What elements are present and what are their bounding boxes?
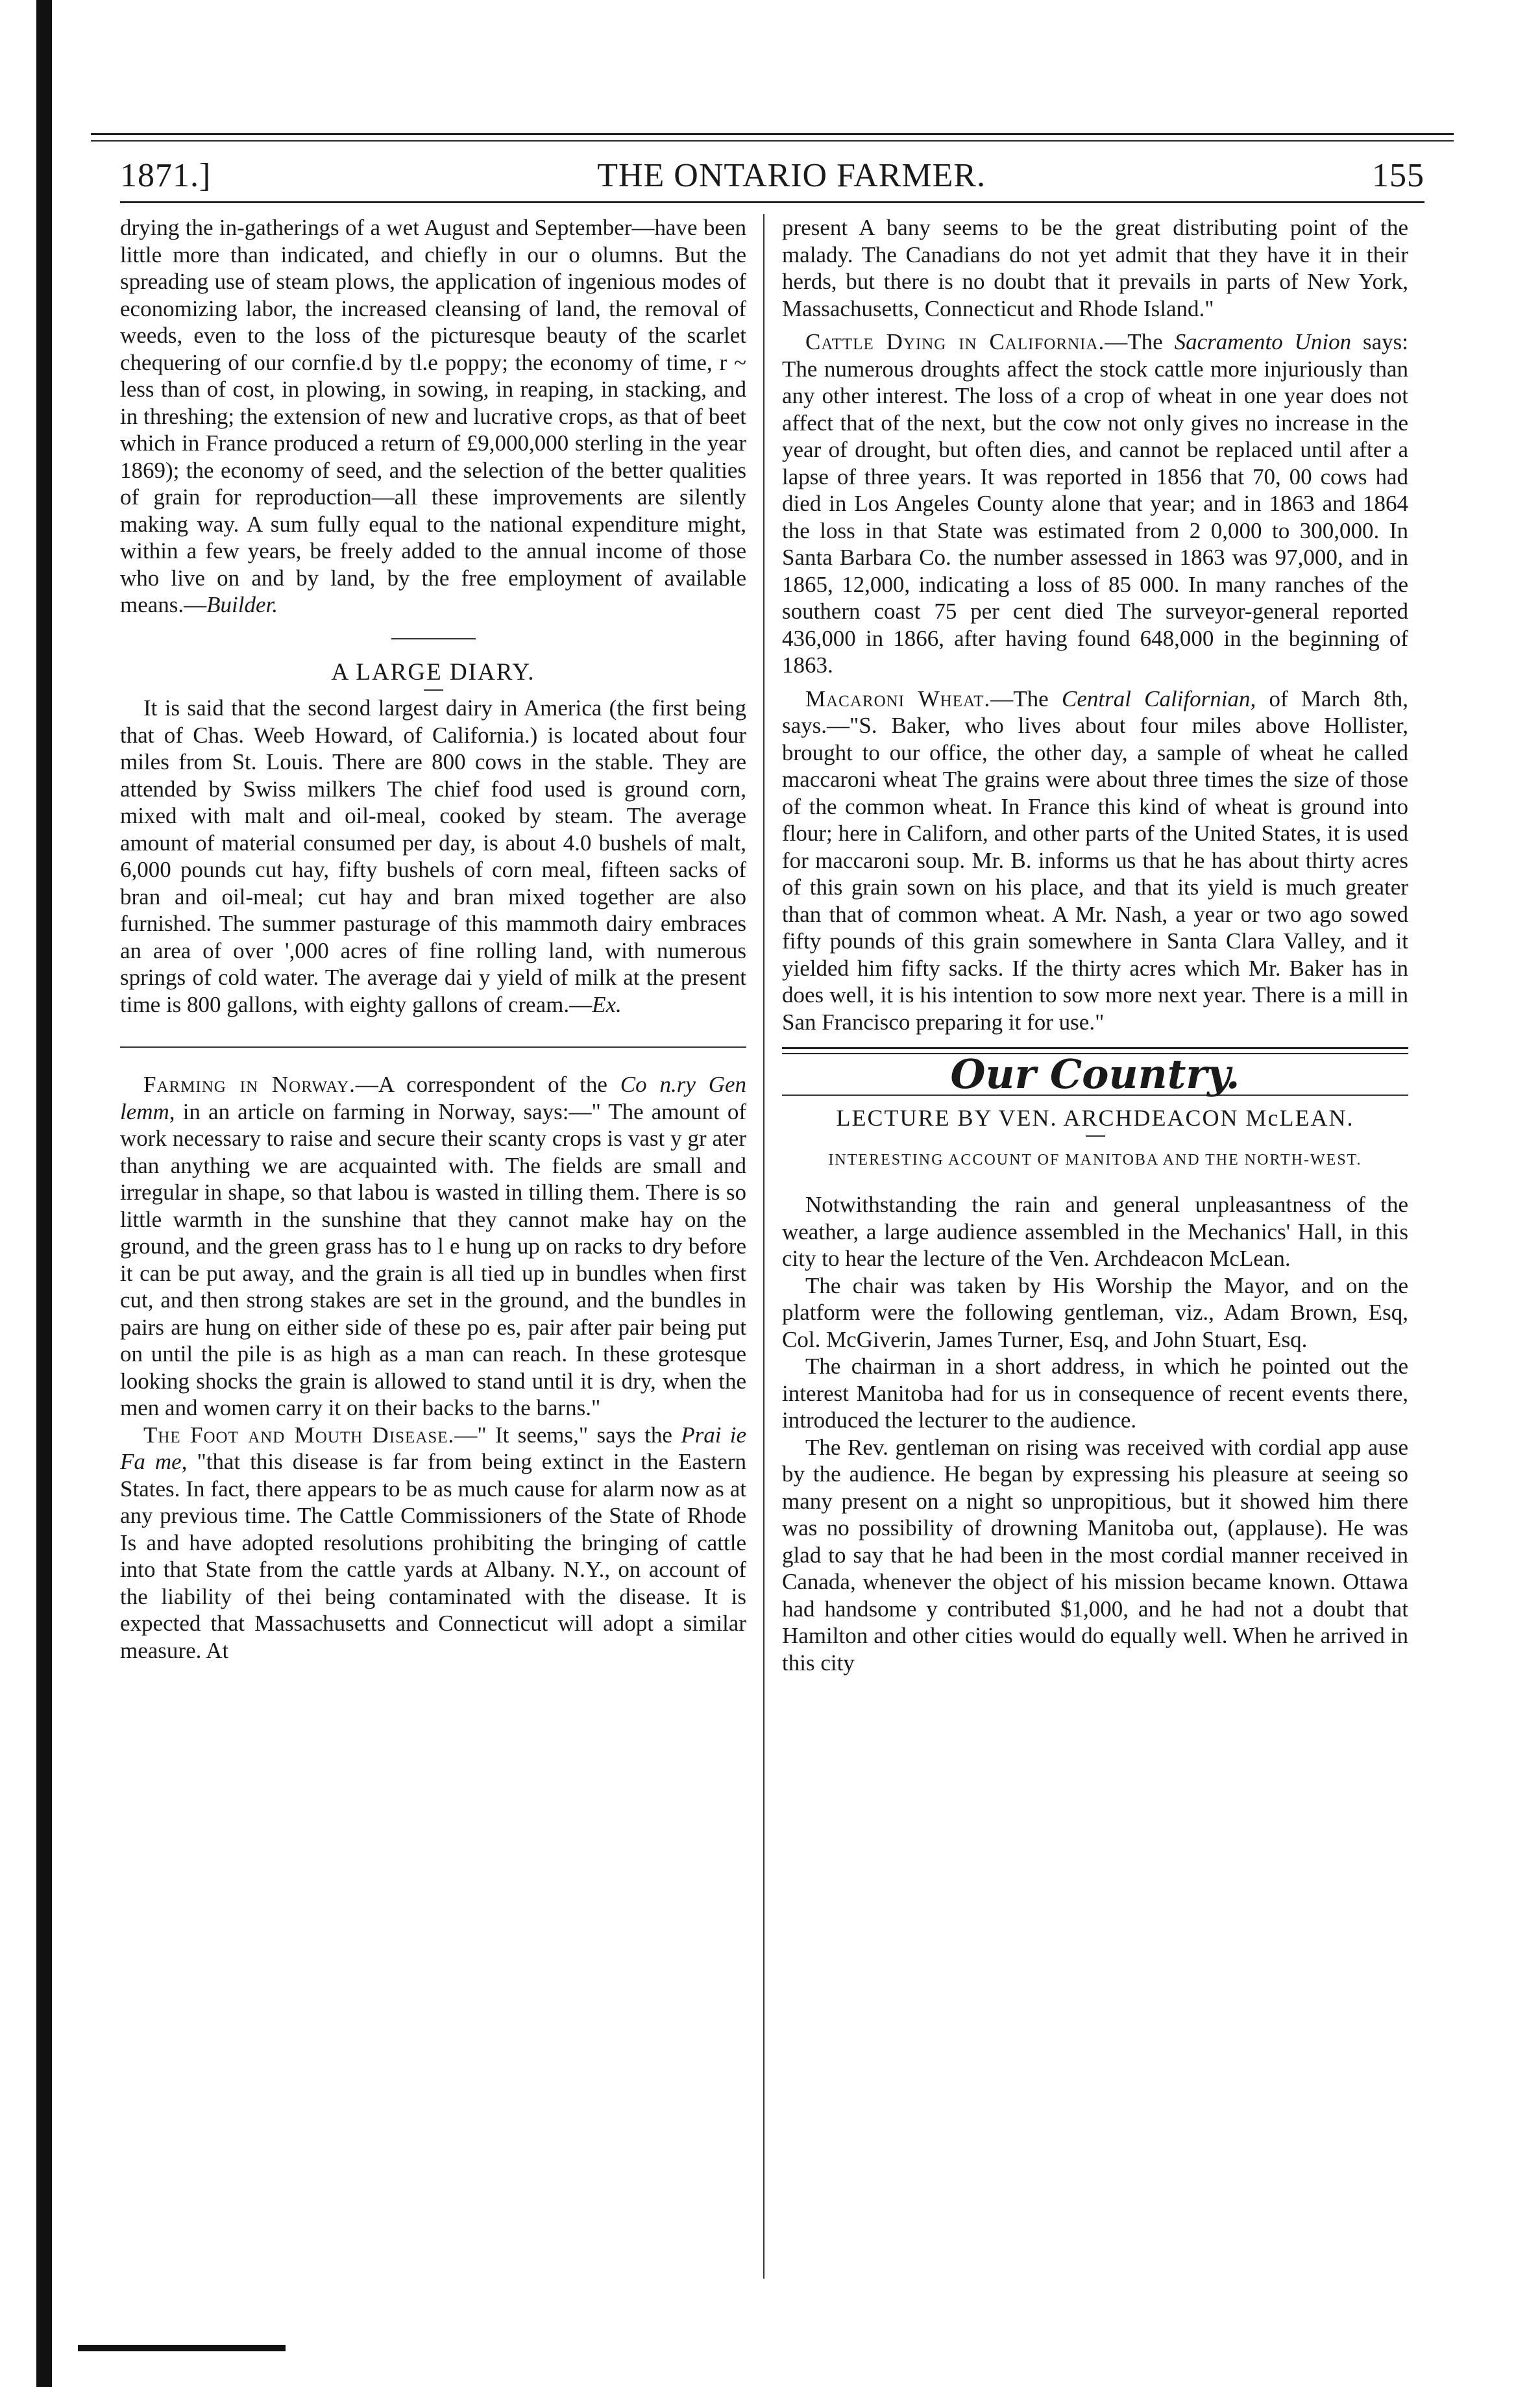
diary-title: A LARGE DIARY. [331, 658, 535, 686]
norway-paper: Co n.ry Gen lemm, [120, 1072, 746, 1124]
section-rule [120, 1046, 746, 1048]
header-page-number: 155 [1371, 156, 1424, 194]
continued-paragraph: present A bany seems to be the great distributing point of the malady. The Canadians do not yet admit that they have it in their herds, but there is no doubt that it prevails in parts of New York, Massachusetts, Connecticut and Rhode Island." [782, 215, 1408, 321]
diary-text: It is said that the second largest dairy in America (the first being that of Chas. Weeb Howard, of California.) is located about four miles from St. Louis. There are 800 cows in the stable. They are attended by Swiss milkers The chief food used is ground corn, mixed with malt and oil-meal, cooked by steam. The average amount of material consumed per day, is about 4.0 bushels of malt, 6,000 pounds cut hay, fifty bushels of corn meal, fifteen sacks of bran and oil-meal; cut hay and bran mixed together are also furnished. The summer pasturage of this mammoth dairy embraces an area of over ',000 acres of fine rolling land, with numerous springs of cold water. The average dai y yield of milk at the present time is 800 gallons, with eighty gallons of cream.— [120, 695, 746, 1017]
norway-heading: Farming in Norway. [143, 1072, 356, 1097]
cattle-text: says: The numerous droughts affect the stock cattle more injuriously than any other interest. The loss of a crop of wheat in one year does not affect that of the next, but the cow not only gives no increase in the year of drought, but often dies, and cannot be replaced until after a lapse of three years. It was reported in 1856 that 70, 00 cows had died in Los Angeles County alone that year; and in 1863 and 1864 the loss in that State was estimated from 2 0,000 to 300,000. In Santa Barbara Co. the number assessed in 1863 was 97,000, and in 1865, 12,000, indicating a loss of 85 000. In many ranches of the southern coast 75 per cent died The surveyor-general reported 436,000 in 1866, after having found 648,000 in the beginning of 1863. [782, 329, 1408, 678]
cattle-paper: Sacramento Union [1174, 329, 1352, 354]
cattle-intro: —The [1105, 329, 1163, 354]
lecture-paragraph-2: The chair was taken by His Worship the Mayor, and on the platform were the following gentleman, viz., Adam Brown, Esq, Col. McGiverin, James Turner, Esq, and John Stuart, Esq. [782, 1272, 1408, 1352]
foot-heading: The Foot and Mouth Disease. [143, 1422, 455, 1448]
foot-paragraph [120, 1422, 746, 1664]
diary-source: Ex. [592, 991, 622, 1017]
lecture-paragraph-4: The Rev. gentleman on rising was received with cordial app ause by the audience. He began by expressing his pleasure at seeing so many present on a night so unpropitious, but it showed him there was no possibility of drowning Manitoba out, (applause). He was glad to say that he had been in the most cordial manner received in Canada, whenever the object of his mission became known. Ottawa had handsome y contributed $1,000, and he had not a doubt that Hamilton and other cities would do equally well. When he arrived in this city [782, 1434, 1408, 1676]
intro-paragraph [120, 214, 746, 619]
lecture-dash [1086, 1135, 1105, 1137]
intro-text: drying the in-gatherings of a wet August and September—have been little more than indicated, and chiefly in our o olumns. But the spreading use of steam plows, the application of ingenious modes of economizing labor, the increased cleansing of land, the removal of weeds, even to the loss of the picturesque beauty of the scarlet chequering of our cornfie.d by tl.e poppy; the economy of time, r ~ less than of cost, in plowing, in sowing, in reaping, in stacking, and in threshing; the extension of new and lucrative crops, as that of beet which in France produced a return of £9,000,000 sterling in the year 1869); the economy of seed, and the selection of the better qualities of grain for reproduction—all these improvements are silently making way. A sum fully equal to the national expenditure might, within a few years, be freely added to the annual income of those who live on and by land, by the free employment of available means.— [120, 215, 746, 617]
header-title: THE ONTARIO FARMER. [597, 156, 986, 194]
lecture-subtitle: INTERESTING ACCOUNT OF MANITOBA AND THE NORTH-WEST. [828, 1152, 1362, 1169]
title-dash [424, 689, 443, 691]
cattle-heading: Cattle Dying in California. [805, 329, 1105, 354]
norway-paragraph [120, 1071, 746, 1422]
norway-intro: —A correspondent of the [355, 1072, 607, 1097]
diary-paragraph [120, 695, 746, 1018]
foot-intro: —" It seems," says the [454, 1422, 672, 1448]
wheat-text: of March 8th, says.—"S. Baker, who lives about four miles above Hollister, brought to our office, the other day, a sample of wheat he called maccaroni wheat The grains were about three times the size of those of the common wheat. In France this kind of wheat is ground into flour; here in Californ, and other parts of the United States, it is used for maccaroni soup. Mr. B. informs us that he has about thirty acres of this grain sown on his place, and that its yield is much greater than that of common wheat. A Mr. Nash, a year or two ago sowed fifty pounds of this grain somewhere in Santa Clara Valley, and it yielded him fifty sacks. If the thirty acres which Mr. Baker has in does well, it is his intention to sow more next year. There is a mill in San Francisco preparing it for use." [782, 686, 1408, 1035]
header-year: 1871.] [120, 156, 212, 194]
section-rule [391, 638, 476, 639]
page-header [120, 153, 1424, 198]
section-title: Our Country. [950, 1050, 1240, 1098]
right-column [782, 214, 1408, 2298]
lecture-paragraph-3: The chairman in a short address, in which he pointed out the interest Manitoba had for us in consequence of recent events there, introduced the lecturer to the audience. [782, 1354, 1408, 1433]
foot-text: "that this disease is far from being extinct in the Eastern States. In fact, there appears to be as much cause for alarm now as at any previous time. The Cattle Commissioners of the State of Rhode Is and have adopted resolutions prohibiting the bringing of cattle into that State from the cattle yards at Albany. N.Y., on account of the liability of thei being contaminated with the disease. It is expected that Massachusetts and Connecticut will adopt a similar measure. At [120, 1449, 746, 1663]
bottom-edge-mark [78, 2345, 286, 2351]
header-rule [120, 201, 1424, 203]
cattle-paragraph [782, 328, 1408, 679]
wheat-heading: Macaroni Wheat. [805, 686, 991, 711]
norway-text: in an article on farming in Norway, says:—" The amount of work necessary to raise and secure their scanty crops is vast y gr ater than anything we are acquainted with. The fields are small and irregular in shape, so that labou is wasted in tilling them. There is so little warmth in the sunshine that they cannot make hay on the ground, and the green grass has to l e hung up on racks to dry before it can be put away, and the grain is all tied up in bundles when first cut, and then strong stakes are set in the ground, and the bundles in pairs are hung on either side of these po es, pair after pair being put on until the pile is as high as a man can reach. In these grotesque looking shocks the grain is allowed to stand until it is dry, when the men and women carry it on their backs to the barns." [120, 1098, 746, 1420]
wheat-paragraph [782, 686, 1408, 1036]
wheat-paper: Central Californian, [1061, 686, 1256, 711]
top-double-rule [91, 133, 1454, 142]
left-column [120, 214, 746, 2298]
wheat-intro: —The [990, 686, 1049, 711]
page-binding-edge [36, 0, 52, 2387]
lecture-paragraph-1: Notwithstanding the rain and general unpleasantness of the weather, a large audience assembled in the Mechanics' Hall, in this city to hear the lecture of the Ven. Archdeacon McLean. [782, 1192, 1408, 1271]
lecture-title: LECTURE BY VEN. ARCHDEACON McLEAN. [836, 1104, 1354, 1131]
intro-source: Builder. [206, 592, 278, 617]
foot-paper: Prai ie Fa me, [120, 1422, 746, 1474]
column-divider [763, 214, 764, 2279]
